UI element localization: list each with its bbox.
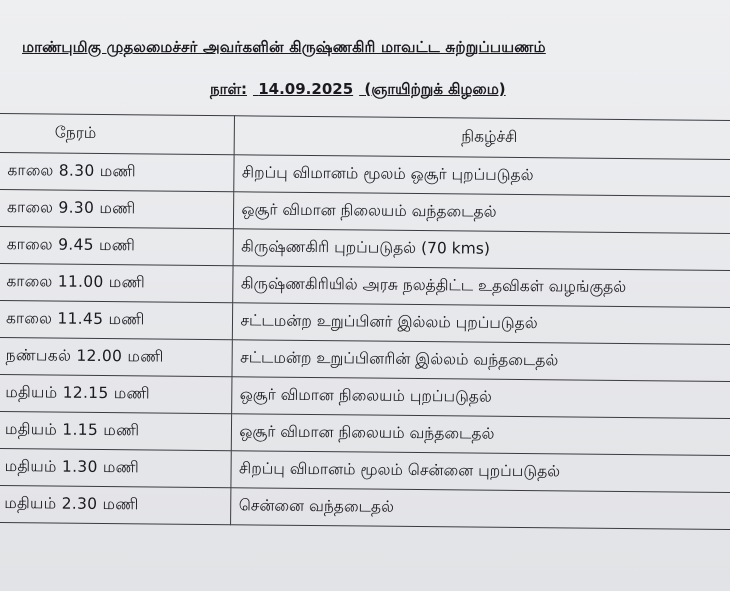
row-event: சட்டமன்ற உறுப்பினர் இல்லம் புறப்படுதல் bbox=[232, 303, 730, 345]
row-event: சிறப்பு விமானம் மூலம் சென்னை புறப்படுதல் bbox=[230, 451, 730, 493]
row-event: ஒசூர் விமான நிலையம் வந்தடைதல் bbox=[231, 414, 730, 456]
row-time: காலை 11.00 மணி bbox=[0, 263, 233, 302]
schedule-table bbox=[0, 113, 730, 530]
row-event: சென்னை வந்தடைதல் bbox=[230, 488, 730, 530]
row-event: ஒசூர் விமான நிலையம் புறப்படுதல் bbox=[231, 377, 730, 419]
row-time: காலை 8.30 மணி bbox=[0, 152, 234, 191]
row-event: சட்டமன்ற உறுப்பினரின் இல்லம் வந்தடைதல் bbox=[231, 340, 730, 382]
date-line bbox=[210, 80, 512, 100]
row-time: மதியம் 1.15 மணி bbox=[0, 411, 231, 450]
row-time: மதியம் 1.30 மணி bbox=[0, 448, 231, 487]
row-time: காலை 9.45 மணி bbox=[0, 226, 233, 265]
table-row bbox=[0, 485, 730, 529]
header-time: நேரம் bbox=[0, 113, 234, 154]
row-time: மதியம் 2.30 மணி bbox=[0, 485, 230, 524]
row-event: கிருஷ்ணகிரியில் அரசு நலத்திட்ட உதவிகள் வழங்குதல் bbox=[232, 266, 730, 308]
date-label: நாள்: bbox=[210, 80, 247, 98]
row-time: காலை 11.45 மணி bbox=[0, 300, 232, 339]
row-time: காலை 9.30 மணி bbox=[0, 189, 233, 228]
header-event: நிகழ்ச்சி bbox=[234, 116, 730, 160]
row-time: மதியம் 12.15 மணி bbox=[0, 374, 231, 413]
date-value: 14.09.2025 bbox=[258, 80, 354, 98]
row-time: நண்பகல் 12.00 மணி bbox=[0, 337, 232, 376]
row-event: ஒசூர் விமான நிலையம் வந்தடைதல் bbox=[233, 192, 730, 234]
row-event: கிருஷ்ணகிரி புறப்படுதல் (70 kms) bbox=[233, 229, 730, 271]
day-value: (ஞாயிற்றுக் கிழமை) bbox=[364, 80, 506, 98]
document-title: மாண்புமிகு முதலமைச்சர் அவர்களின் கிருஷ்ணகிரி மாவட்ட சுற்றுப்பயணம் bbox=[22, 38, 546, 56]
row-event: சிறப்பு விமானம் மூலம் ஒசூர் புறப்படுதல் bbox=[233, 155, 730, 197]
